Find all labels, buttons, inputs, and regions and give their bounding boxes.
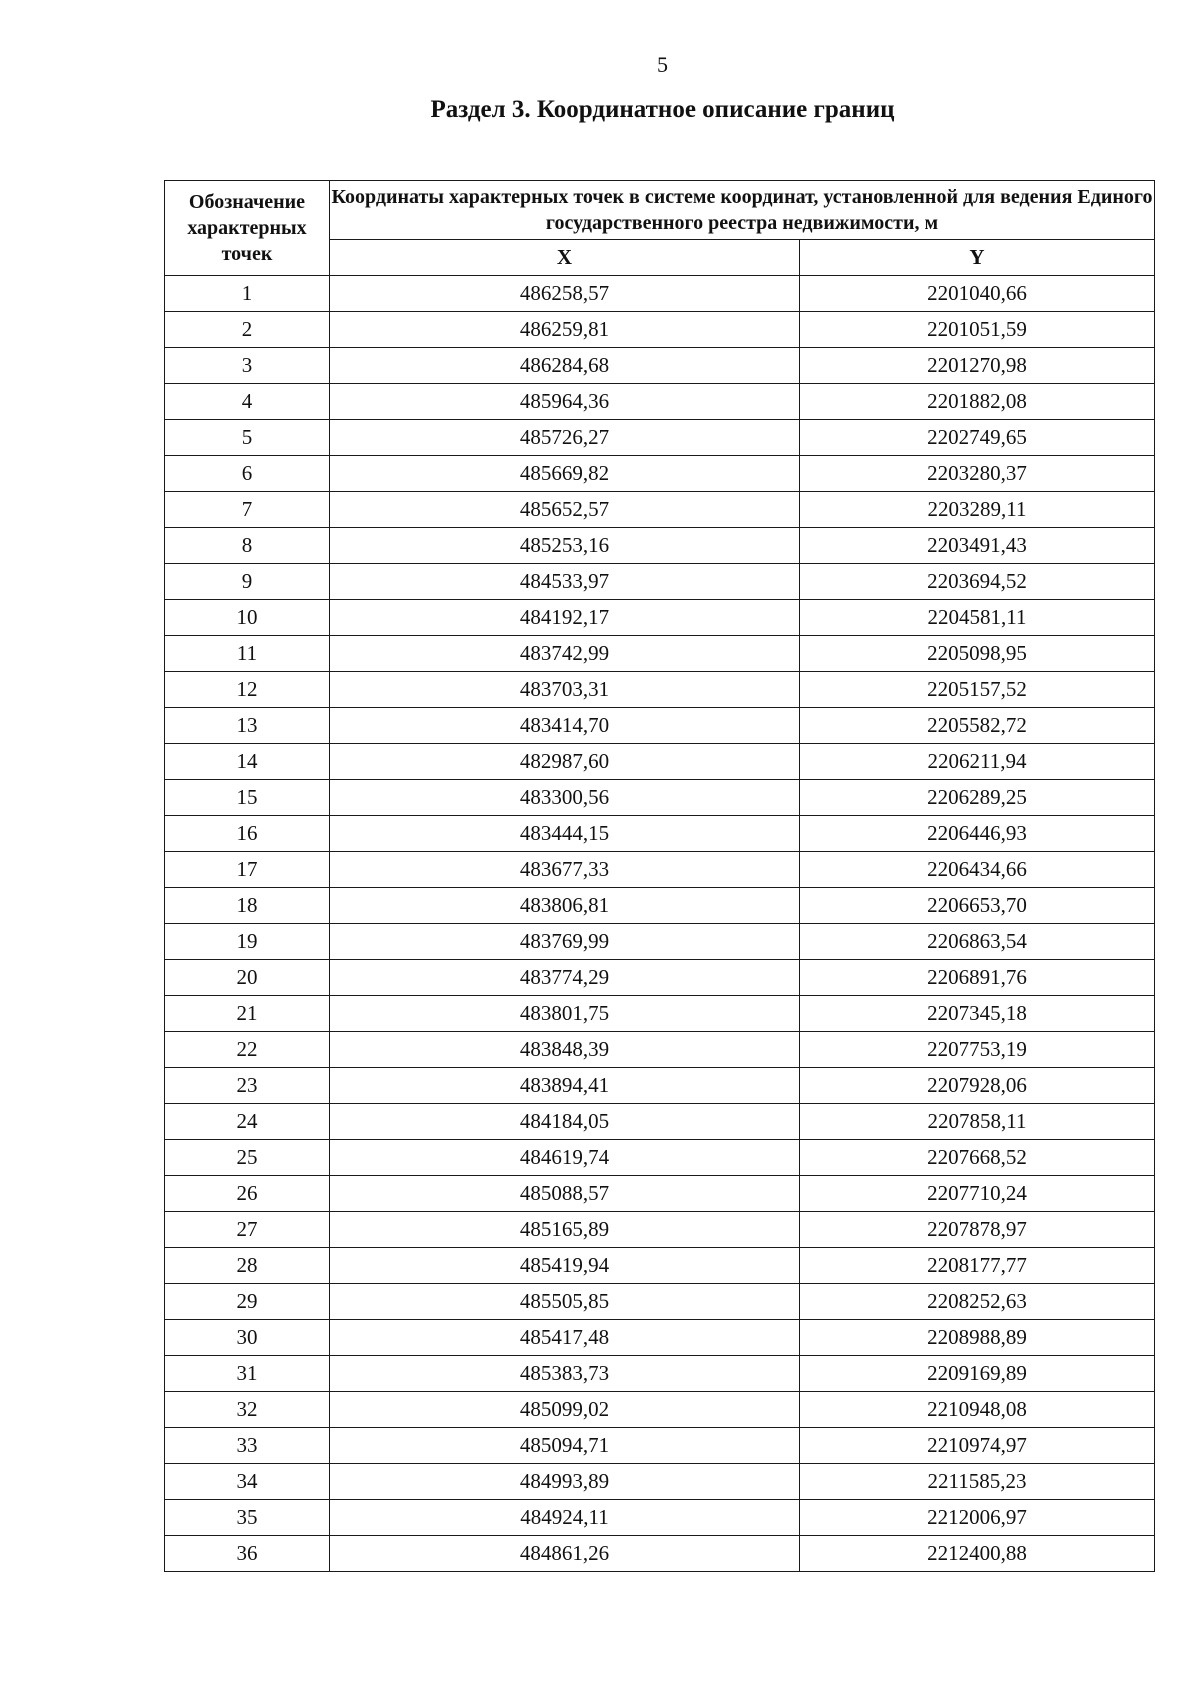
cell-point: 25	[165, 1140, 330, 1176]
cell-point: 13	[165, 708, 330, 744]
table-row	[165, 1284, 1155, 1320]
cell-point: 34	[165, 1464, 330, 1500]
table-row	[165, 312, 1155, 348]
cell-point: 1	[165, 276, 330, 312]
cell-point: 12	[165, 672, 330, 708]
cell-x: 486258,57	[330, 276, 800, 312]
cell-y: 2203280,37	[800, 456, 1155, 492]
cell-point: 19	[165, 924, 330, 960]
cell-x: 484533,97	[330, 564, 800, 600]
cell-y: 2202749,65	[800, 420, 1155, 456]
table-row	[165, 384, 1155, 420]
cell-point: 21	[165, 996, 330, 1032]
cell-x: 483774,29	[330, 960, 800, 996]
cell-x: 483677,33	[330, 852, 800, 888]
table-row	[165, 996, 1155, 1032]
cell-point: 22	[165, 1032, 330, 1068]
cell-y: 2207710,24	[800, 1176, 1155, 1212]
cell-x: 484924,11	[330, 1500, 800, 1536]
table-row	[165, 348, 1155, 384]
cell-y: 2203289,11	[800, 492, 1155, 528]
cell-y: 2206434,66	[800, 852, 1155, 888]
cell-y: 2212006,97	[800, 1500, 1155, 1536]
cell-point: 5	[165, 420, 330, 456]
cell-point: 36	[165, 1536, 330, 1572]
cell-y: 2207878,97	[800, 1212, 1155, 1248]
cell-x: 485099,02	[330, 1392, 800, 1428]
cell-point: 33	[165, 1428, 330, 1464]
cell-x: 482987,60	[330, 744, 800, 780]
table-row	[165, 456, 1155, 492]
table-row	[165, 1068, 1155, 1104]
table-row	[165, 528, 1155, 564]
cell-y: 2205098,95	[800, 636, 1155, 672]
cell-y: 2207753,19	[800, 1032, 1155, 1068]
cell-point: 7	[165, 492, 330, 528]
cell-point: 6	[165, 456, 330, 492]
cell-x: 484619,74	[330, 1140, 800, 1176]
table-row	[165, 636, 1155, 672]
table-row	[165, 672, 1155, 708]
cell-x: 486259,81	[330, 312, 800, 348]
cell-x: 485964,36	[330, 384, 800, 420]
cell-y: 2203491,43	[800, 528, 1155, 564]
cell-x: 483742,99	[330, 636, 800, 672]
table-row	[165, 1500, 1155, 1536]
cell-point: 35	[165, 1500, 330, 1536]
table-row	[165, 852, 1155, 888]
cell-y: 2207858,11	[800, 1104, 1155, 1140]
cell-point: 16	[165, 816, 330, 852]
table-header	[165, 181, 1155, 276]
cell-point: 2	[165, 312, 330, 348]
cell-point: 29	[165, 1284, 330, 1320]
cell-x: 485165,89	[330, 1212, 800, 1248]
cell-x: 483806,81	[330, 888, 800, 924]
cell-x: 483414,70	[330, 708, 800, 744]
cell-point: 31	[165, 1356, 330, 1392]
cell-x: 485652,57	[330, 492, 800, 528]
cell-y: 2201051,59	[800, 312, 1155, 348]
cell-y: 2206863,54	[800, 924, 1155, 960]
cell-point: 10	[165, 600, 330, 636]
table-row	[165, 1176, 1155, 1212]
cell-point: 11	[165, 636, 330, 672]
header-y: Y	[800, 239, 1155, 275]
table-row	[165, 420, 1155, 456]
cell-y: 2211585,23	[800, 1464, 1155, 1500]
cell-x: 485417,48	[330, 1320, 800, 1356]
table-row	[165, 960, 1155, 996]
cell-y: 2201882,08	[800, 384, 1155, 420]
cell-y: 2207928,06	[800, 1068, 1155, 1104]
header-coordinates: Координаты характерных точек в системе координат, установленной для ведения Единого государственного реестра недвижимости, м	[330, 181, 1155, 240]
table-row	[165, 276, 1155, 312]
cell-x: 483801,75	[330, 996, 800, 1032]
cell-x: 484192,17	[330, 600, 800, 636]
table-row	[165, 744, 1155, 780]
cell-y: 2212400,88	[800, 1536, 1155, 1572]
cell-y: 2207668,52	[800, 1140, 1155, 1176]
header-x: X	[330, 239, 800, 275]
cell-point: 20	[165, 960, 330, 996]
cell-x: 483703,31	[330, 672, 800, 708]
cell-x: 484184,05	[330, 1104, 800, 1140]
cell-y: 2205157,52	[800, 672, 1155, 708]
coordinates-table	[164, 180, 1155, 1572]
table-row	[165, 564, 1155, 600]
cell-y: 2203694,52	[800, 564, 1155, 600]
cell-y: 2206653,70	[800, 888, 1155, 924]
cell-y: 2210948,08	[800, 1392, 1155, 1428]
table-row	[165, 816, 1155, 852]
cell-x: 484993,89	[330, 1464, 800, 1500]
cell-y: 2206289,25	[800, 780, 1155, 816]
cell-x: 485094,71	[330, 1428, 800, 1464]
cell-point: 23	[165, 1068, 330, 1104]
cell-point: 30	[165, 1320, 330, 1356]
cell-y: 2201040,66	[800, 276, 1155, 312]
cell-point: 9	[165, 564, 330, 600]
cell-y: 2210974,97	[800, 1428, 1155, 1464]
cell-point: 27	[165, 1212, 330, 1248]
cell-x: 485419,94	[330, 1248, 800, 1284]
cell-x: 483300,56	[330, 780, 800, 816]
cell-y: 2209169,89	[800, 1356, 1155, 1392]
cell-y: 2208177,77	[800, 1248, 1155, 1284]
table-row	[165, 1356, 1155, 1392]
table-row	[165, 708, 1155, 744]
table-row	[165, 1104, 1155, 1140]
cell-y: 2206446,93	[800, 816, 1155, 852]
cell-y: 2206891,76	[800, 960, 1155, 996]
table-row	[165, 888, 1155, 924]
cell-point: 26	[165, 1176, 330, 1212]
table-row	[165, 1032, 1155, 1068]
table-row	[165, 600, 1155, 636]
cell-x: 485669,82	[330, 456, 800, 492]
cell-point: 17	[165, 852, 330, 888]
cell-point: 8	[165, 528, 330, 564]
cell-x: 485088,57	[330, 1176, 800, 1212]
section-title: Раздел 3. Координатное описание границ	[430, 96, 895, 123]
cell-point: 3	[165, 348, 330, 384]
cell-y: 2204581,11	[800, 600, 1155, 636]
cell-x: 485726,27	[330, 420, 800, 456]
cell-y: 2208988,89	[800, 1320, 1155, 1356]
header-point-designation: Обозначение характерных точек	[165, 181, 330, 276]
cell-y: 2207345,18	[800, 996, 1155, 1032]
cell-point: 14	[165, 744, 330, 780]
table-body	[165, 276, 1155, 1572]
table-row	[165, 1140, 1155, 1176]
cell-y: 2201270,98	[800, 348, 1155, 384]
cell-x: 484861,26	[330, 1536, 800, 1572]
table-row	[165, 492, 1155, 528]
cell-point: 28	[165, 1248, 330, 1284]
table-row	[165, 1320, 1155, 1356]
cell-point: 32	[165, 1392, 330, 1428]
cell-x: 483769,99	[330, 924, 800, 960]
table-row	[165, 1428, 1155, 1464]
cell-point: 4	[165, 384, 330, 420]
cell-x: 486284,68	[330, 348, 800, 384]
page-number: 5	[657, 52, 668, 77]
table-row	[165, 780, 1155, 816]
cell-x: 485253,16	[330, 528, 800, 564]
cell-point: 18	[165, 888, 330, 924]
cell-x: 485505,85	[330, 1284, 800, 1320]
cell-y: 2205582,72	[800, 708, 1155, 744]
table-row	[165, 1248, 1155, 1284]
cell-point: 24	[165, 1104, 330, 1140]
table-row	[165, 1212, 1155, 1248]
cell-y: 2208252,63	[800, 1284, 1155, 1320]
table-row	[165, 924, 1155, 960]
table-row	[165, 1536, 1155, 1572]
cell-point: 15	[165, 780, 330, 816]
table-row	[165, 1392, 1155, 1428]
cell-x: 483444,15	[330, 816, 800, 852]
cell-y: 2206211,94	[800, 744, 1155, 780]
cell-x: 483894,41	[330, 1068, 800, 1104]
table-row	[165, 1464, 1155, 1500]
cell-x: 483848,39	[330, 1032, 800, 1068]
cell-x: 485383,73	[330, 1356, 800, 1392]
